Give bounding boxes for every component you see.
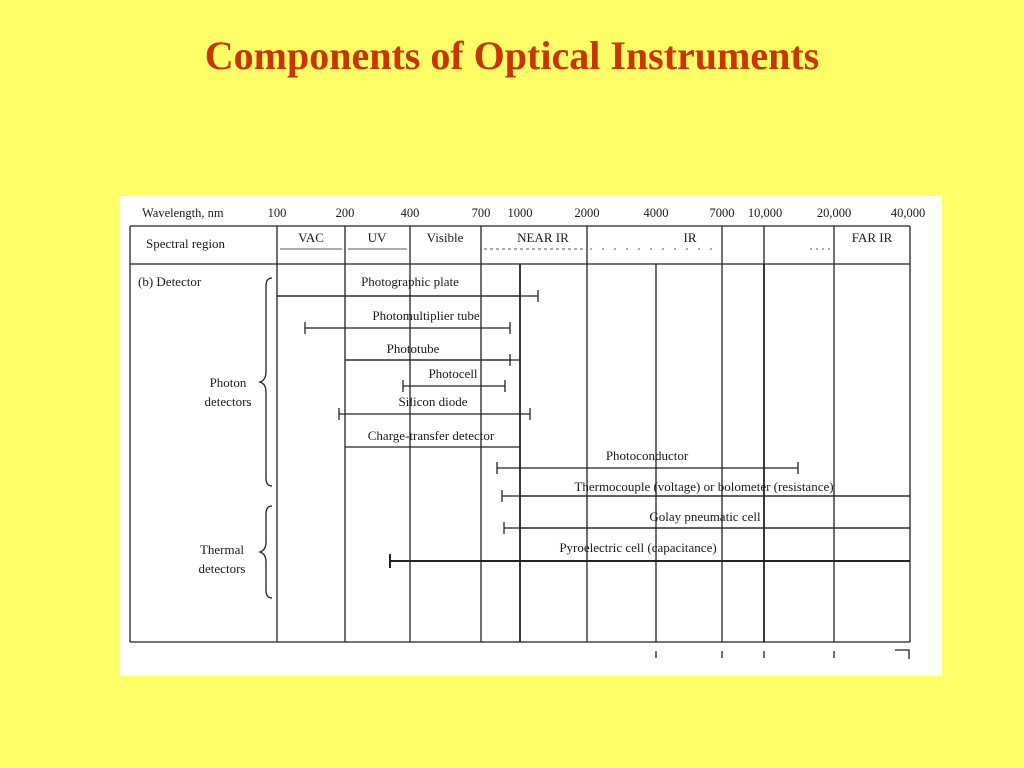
region-visible: Visible (426, 230, 464, 245)
photon-group-line2: detectors (204, 394, 252, 409)
slide-title: Components of Optical Instruments (204, 33, 820, 78)
detector-phototube: Phototube (386, 341, 440, 356)
wavelength-tick: 40,000 (890, 206, 926, 220)
wavelength-tick: 400 (400, 206, 420, 220)
wavelength-tick: 1000 (507, 206, 533, 220)
photon-brace (260, 278, 272, 486)
wavelength-tick: 200 (335, 206, 355, 220)
wavelength-tick: 4000 (643, 206, 669, 220)
detector-photomultiplier-tube: Photomultiplier tube (372, 308, 480, 323)
detector-pyroelectric-cell: Pyroelectric cell (capacitance) (559, 540, 717, 555)
detector-photographic-plate: Photographic plate (361, 274, 459, 289)
detector-photocell: Photocell (428, 366, 478, 381)
diagram-svg (120, 196, 942, 676)
wavelength-tick: 7000 (709, 206, 735, 220)
region-near-ir: NEAR IR (517, 230, 569, 245)
detector-range-diagram (120, 196, 942, 676)
thermal-group-line2: detectors (198, 561, 246, 576)
wavelength-tick: 100 (267, 206, 287, 220)
photon-group-line1: Photon (209, 375, 247, 390)
detector-label: (b) Detector (138, 274, 202, 289)
detector-silicon-diode: Silicon diode (398, 394, 468, 409)
region-uv: UV (367, 230, 387, 245)
region-vac: VAC (298, 230, 324, 245)
region-far-ir: FAR IR (851, 230, 893, 245)
bottom-corner (895, 650, 909, 659)
wavelength-tick: 700 (471, 206, 491, 220)
region-ir: IR (683, 230, 697, 245)
detector-thermocouple: Thermocouple (voltage) or bolometer (resistance) (574, 479, 834, 494)
wavelength-tick: 10,000 (747, 206, 783, 220)
detector-golay-cell: Golay pneumatic cell (649, 509, 761, 524)
detector-photoconductor: Photoconductor (605, 448, 689, 463)
wavelength-label: Wavelength, nm (142, 206, 224, 220)
wavelength-tick: 20,000 (816, 206, 852, 220)
detector-charge-transfer: Charge-transfer detector (367, 428, 495, 443)
spectral-region-label: Spectral region (146, 236, 226, 251)
thermal-brace (260, 506, 272, 598)
thermal-group-line1: Thermal (199, 542, 245, 557)
wavelength-tick: 2000 (574, 206, 600, 220)
